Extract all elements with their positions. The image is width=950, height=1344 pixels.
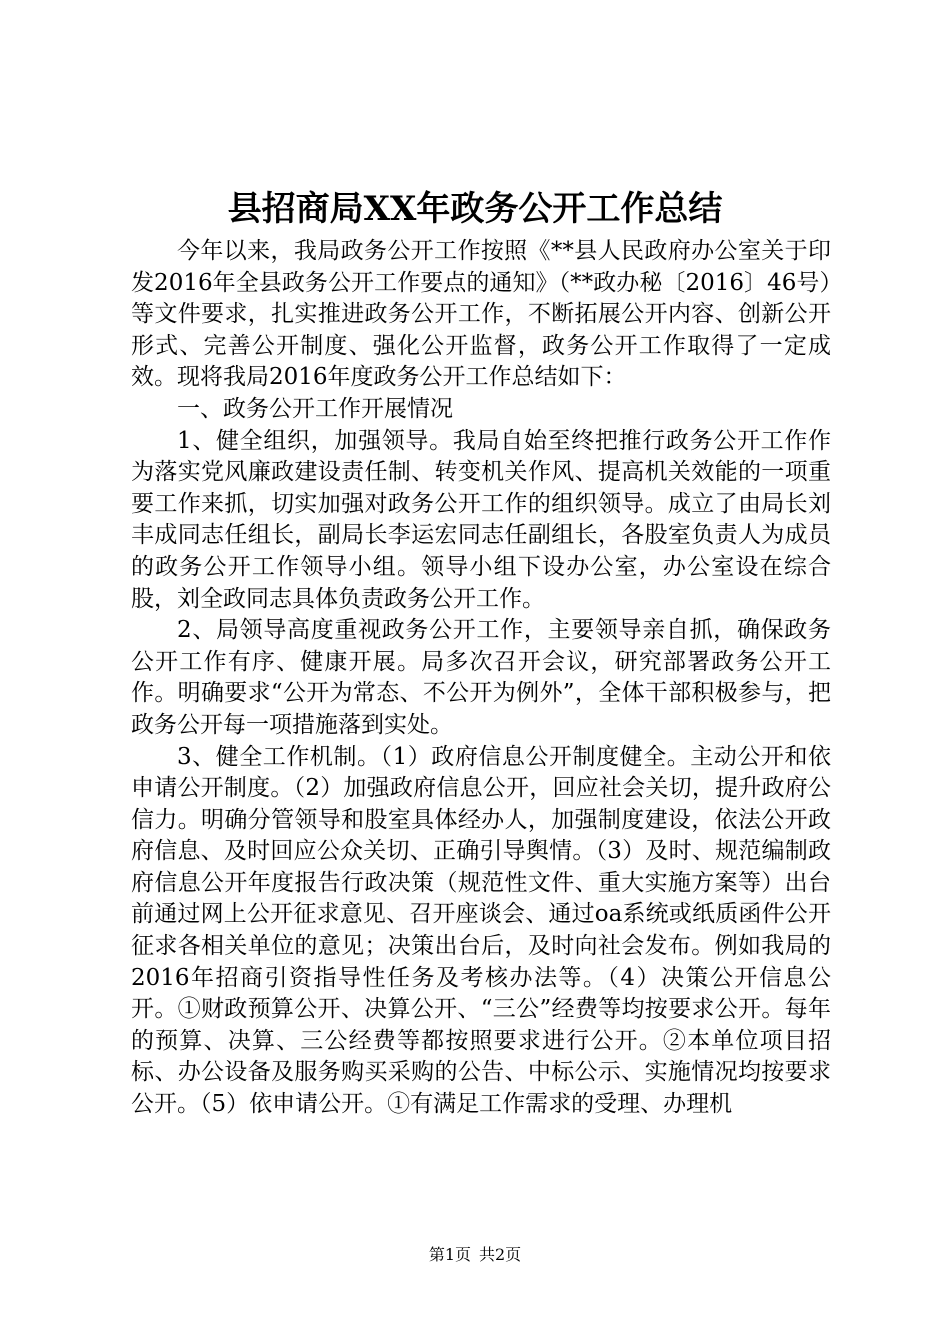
section-heading: 一、政务公开工作开展情况 xyxy=(177,395,453,422)
document-title: 县招商局XX年政务公开工作总结 xyxy=(227,189,723,229)
document-body xyxy=(131,236,831,1121)
page-footer xyxy=(0,1244,950,1266)
page-total: 共2页 xyxy=(479,1245,522,1264)
paragraph-item-1: 1、健全组织，加强领导。我局自始至终把推行政务公开工作作为落实党风廉政建设责任制、转变机关作风、提高机关效能的一项重要工作来抓，切实加强对政务公开工作的组织领导。成立了由局长刘丰成同志任组长，副局长李运宏同志任副组长，各股室负责人为成员的政务公开工作领导小组。领导小组下设办公室，办公室设在综合股，刘全政同志具体负责政务公开工作。 xyxy=(131,427,831,612)
paragraph-item-3: 3、健全工作机制。（1）政府信息公开制度健全。主动公开和依申请公开制度。（2）加强政府信息公开，回应社会关切，提升政府公信力。明确分管领导和股室具体经办人，加强制度建设，依法公开政府信息、及时回应公众关切、正确引导舆情。（3）及时、规范编制政府信息公开年度报告行政决策（规范性文件、重大实施方案等）出台前通过网上公开征求意见、召开座谈会、通过oa系统或纸质函件公开征求各相关单位的意见；决策出台后，及时向社会发布。例如我局的2016年招商引资指导性任务及考核办法等。（4）决策公开信息公开。①财政预算公开、决算公开、“三公”经费等均按要求公开。每年的预算、决算、三公经费等都按照要求进行公开。②本单位项目招标、办公设备及服务购买采购的公告、中标公示、实施情况均按要求公开。（5）依申请公开。①有满足工作需求的受理、办理机 xyxy=(131,743,831,1118)
paragraph-item-2: 2、局领导高度重视政务公开工作，主要领导亲自抓，确保政务公开工作有序、健康开展。局多次召开会议，研究部署政务公开工作。明确要求“公开为常态、不公开为例外”，全体干部积极参与，把政务公开每一项措施落到实处。 xyxy=(131,617,831,738)
paragraph-intro: 今年以来，我局政务公开工作按照《**县人民政府办公室关于印发2016年全县政务公开工作要点的通知》（**政办秘〔2016〕46号）等文件要求，扎实推进政务公开工作，不断拓展公开内容、创新公开形式、完善公开制度、强化公开监督，政务公开工作取得了一定成效。现将我局2016年度政务公开工作总结如下： xyxy=(131,238,831,391)
page-number: 第1页 xyxy=(428,1245,471,1264)
